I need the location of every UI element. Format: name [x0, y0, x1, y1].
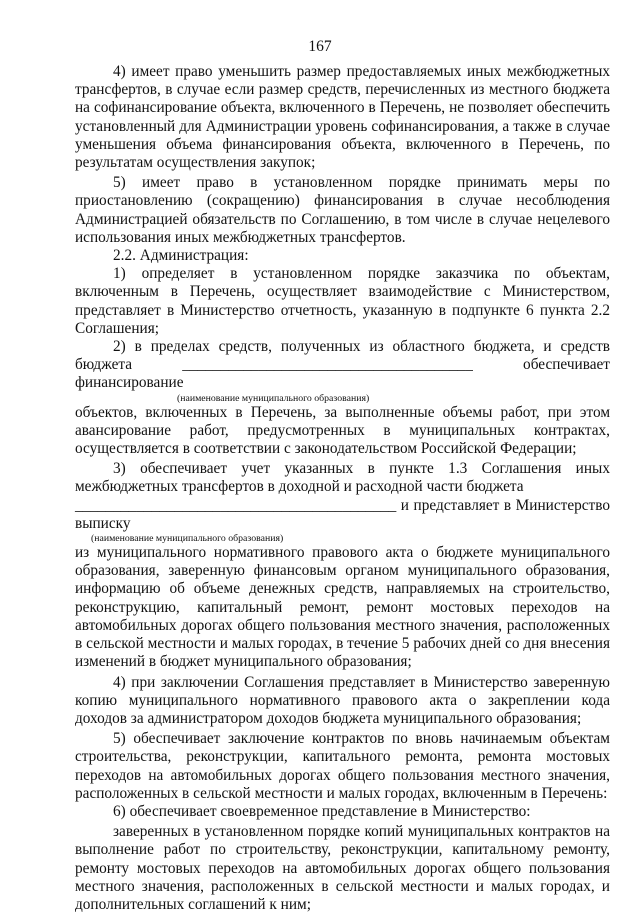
municipality-name-caption: (наименование муниципального образования): [91, 533, 284, 545]
paragraph-admin-3-blank-line: __________________________________________ и представляет в Министерство выписку: [75, 496, 610, 532]
section-heading-2-2: 2.2. Администрация:: [113, 247, 249, 265]
paragraph-admin-6-contracts: заверенных в установленном порядке копий муниципальных контрактов на выполнение работ по строительству, реконструкции, капитальному ремонту, ремонту мостовых переходов на автомобильных дорогах общего пользования местного значения, расположенных в сельской местности и малых городах, и дополнительных соглашений к ним;: [75, 823, 610, 913]
paragraph-admin-3-main: 3) обеспечивает учет указанных в пункте 1.3 Соглашения иных межбюджетных трансфертов в доходной и расходной части бюджета: [75, 460, 610, 496]
paragraph-5-suspend-financing: 5) имеет право в установленном порядке принимать меры по приостановлению (сокращению) финансирования в случае несоблюдения Администрацией обязательств по Соглашению, в том числе в случае нецелевого использования иных межбюджетных трансфертов.: [75, 174, 610, 246]
paragraph-admin-2-line1: 2) в пределах средств, полученных из областного бюджета, и средств: [113, 338, 610, 356]
paragraph-admin-2-rest: объектов, включенных в Перечень, за выполненные объемы работ, при этом авансирование работ, предусмотренных в муниципальных контрактах, осуществляется в соответствии с законодательством Российской Федерации;: [75, 403, 610, 458]
paragraph-admin-4: 4) при заключении Соглашения представляет в Министерство заверенную копию муниципального нормативного правового акта о закреплении кода доходов за администратором доходов бюджета муниципального образования;: [75, 673, 610, 727]
paragraph-admin-6: 6) обеспечивает своевременное представление в Министерство:: [113, 802, 531, 820]
document-body: [75, 63, 610, 914]
paragraph-4-reduce-transfers: 4) имеет право уменьшить размер предоставляемых иных межбюджетных трансфертов, в случае если размер средств, перечисленных из местного бюджета на софинансирование объекта, включенного в Перечень, не позволяет обеспечить установленный для Администрации уровень софинансирования, а также в случае уменьшения объема финансирования объекта, включенного в Перечень, по результатам осуществления закупок;: [75, 63, 610, 172]
paragraph-admin-2-line2: бюджета ______________________________________ обеспечивает финансирование: [75, 356, 610, 392]
paragraph-admin-5: 5) обеспечивает заключение контрактов по вновь начинаемым объектам строительства, реконструкции, капитального ремонта, ремонта мостовых переходов на автомобильных дорогах общего пользования местного значения, расположенных в сельской местности и малых городах, включенным в Перечень:: [75, 730, 610, 802]
paragraph-admin-1: 1) определяет в установленном порядке заказчика по объектам, включенным в Перечень, осуществляет взаимодействие с Министерством, представляет в Министерство отчетность, указанную в подпункте 6 пункта 2.2 Соглашения;: [75, 265, 610, 337]
paragraph-admin-3-rest: из муниципального нормативного правового акта о бюджете муниципального образования, заверенную финансовым органом муниципального образования, информацию об объеме денежных средств, направляемых на строительство, реконструкцию, капитальный ремонт, ремонт мостовых переходов на автомобильных дорогах общего пользования местного значения, расположенных в сельской местности и малых городах, в течение 5 рабочих дней со дня внесения изменений в бюджет муниципального образования;: [75, 544, 610, 671]
municipality-name-caption: (наименование муниципального образования): [177, 392, 370, 404]
page-number: 167: [308, 38, 332, 55]
